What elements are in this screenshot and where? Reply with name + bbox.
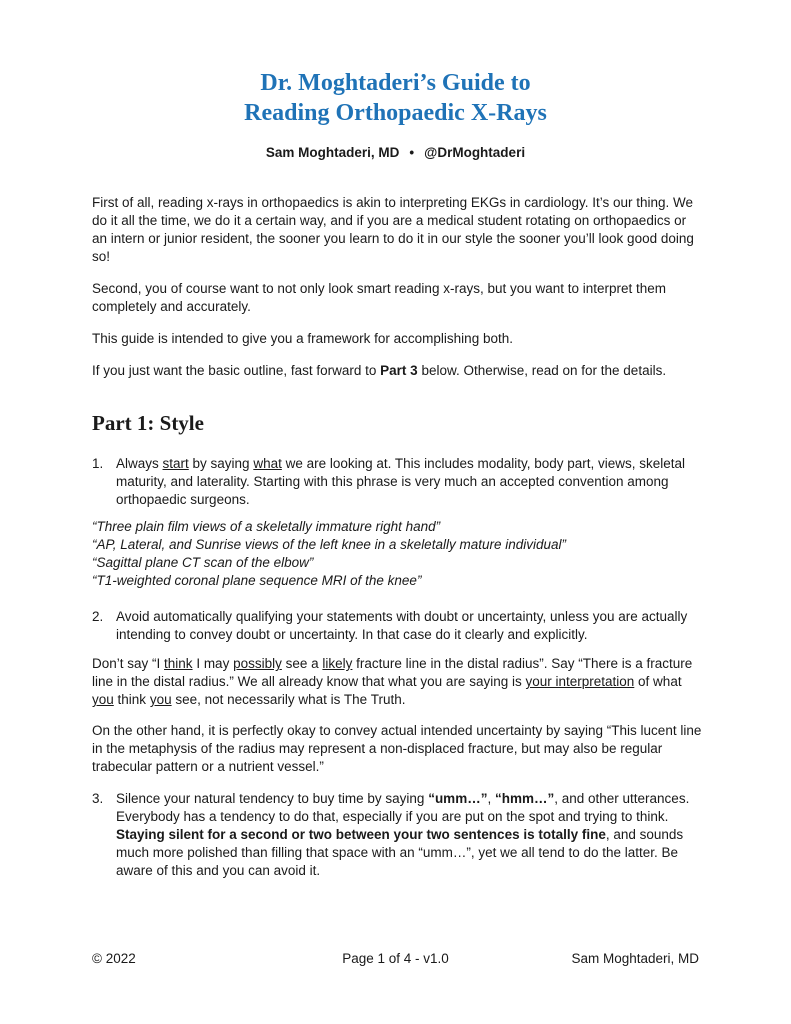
text-run: If you just want the basic outline, fast forward to bbox=[92, 363, 381, 378]
text-run: see, not necessarily what is The Truth. bbox=[171, 692, 406, 707]
text-run: Don’t say “I bbox=[92, 656, 165, 671]
text-run: , and sounds much more polished than filling that space with an “umm…”, yet we all tend to do the latter. Be aware of this and you can avoid it. bbox=[116, 827, 684, 878]
list-number: 3. bbox=[92, 791, 104, 806]
text-run: fracture line in the distal radius”. Say “There is a fracture line in the distal radius.” We all already know that what you are saying is bbox=[92, 656, 693, 689]
text-run: Silence your natural tendency to buy time by saying bbox=[116, 791, 429, 806]
underlined-text: you bbox=[92, 692, 114, 707]
title-line-2: Reading Orthopaedic X-Rays bbox=[244, 100, 547, 126]
paragraph-dont-say bbox=[92, 655, 702, 709]
underlined-text: you bbox=[149, 692, 172, 707]
text-run: , and other utterances. Everybody has a tendency to do that, especially if you are put on the spot and trying to think. bbox=[116, 791, 690, 824]
footer-author: Sam Moghtaderi, MD bbox=[571, 951, 699, 966]
intro-paragraph-1: First of all, reading x-rays in orthopaedics is akin to interpreting EKGs in cardiology. It’s our thing. We do it all the time, we do it a certain way, and if you are a medical student rotating on orthopaedics or an intern or junior resident, the sooner you learn to do it in our style the sooner you’ll look good doing so! bbox=[92, 195, 694, 264]
footer-copyright: © 2022 bbox=[92, 951, 136, 966]
intro-paragraph-4 bbox=[92, 362, 702, 380]
list-item-3 bbox=[92, 790, 702, 880]
list-item-1 bbox=[92, 455, 702, 509]
underlined-text: your interpretation bbox=[525, 674, 635, 689]
underlined-text: possibly bbox=[233, 656, 282, 671]
footer-page-number: Page 1 of 4 - v1.0 bbox=[342, 951, 449, 966]
text-run: I may bbox=[192, 656, 234, 671]
text-run: Avoid automatically qualifying your statements with doubt or uncertainty, unless you are actually intending to convey doubt or uncertainty. In that case do it clearly and explicitly. bbox=[116, 609, 688, 642]
intro-paragraph-3: This guide is intended to give you a framework for accomplishing both. bbox=[92, 331, 513, 346]
intro-paragraph-2: Second, you of course want to not only look smart reading x-rays, but you want to interpret them completely and accurately. bbox=[92, 281, 667, 314]
bold-text: “hmm…” bbox=[494, 791, 555, 806]
text-run: we are looking at. This includes modality, body part, views, skeletal maturity, and laterality. Starting with this phrase is very much an accepted convention among orthopaedic surgeons. bbox=[116, 456, 686, 507]
author-handle: @DrMoghtaderi bbox=[424, 145, 526, 160]
text-run: see a bbox=[281, 656, 323, 671]
bold-text: “umm…” bbox=[428, 791, 488, 806]
bold-text: Staying silent for a second or two between your two sentences is totally fine bbox=[116, 827, 606, 842]
example-phrases bbox=[92, 518, 566, 590]
example-phrase: “Three plain film views of a skeletally immature right hand” bbox=[92, 519, 441, 534]
list-number: 1. bbox=[92, 456, 104, 471]
text-run: , bbox=[487, 791, 495, 806]
page-footer bbox=[92, 951, 699, 966]
paragraph-uncertainty: On the other hand, it is perfectly okay to convey actual intended uncertainty by saying “This lucent line in the metaphysis of the radius may represent a non-displaced fracture, but may also be regular trabecular pattern or a nutrient vessel.” bbox=[92, 723, 702, 774]
text-run: think bbox=[113, 692, 150, 707]
part-3-reference: Part 3 bbox=[380, 363, 418, 378]
section-heading-part-1: Part 1: Style bbox=[92, 411, 204, 435]
text-run: Always bbox=[116, 456, 163, 471]
author-name: Sam Moghtaderi, MD bbox=[265, 145, 400, 160]
list-item-2 bbox=[92, 608, 702, 644]
list-number: 2. bbox=[92, 609, 104, 624]
text-run: by saying bbox=[188, 456, 254, 471]
underlined-text: start bbox=[162, 456, 189, 471]
example-phrase: “Sagittal plane CT scan of the elbow” bbox=[92, 555, 314, 570]
example-phrase: “AP, Lateral, and Sunrise views of the left knee in a skeletally mature individual” bbox=[92, 537, 567, 552]
underlined-text: what bbox=[253, 456, 282, 471]
title-line-1: Dr. Moghtaderi’s Guide to bbox=[260, 70, 531, 96]
underlined-text: likely bbox=[322, 656, 353, 671]
byline bbox=[0, 145, 791, 160]
text-run: below. Otherwise, read on for the details. bbox=[417, 363, 667, 378]
text-run: of what bbox=[634, 674, 682, 689]
example-phrase: “T1-weighted coronal plane sequence MRI of the knee” bbox=[92, 573, 422, 588]
byline-separator: • bbox=[409, 145, 415, 160]
underlined-text: think bbox=[164, 656, 193, 671]
